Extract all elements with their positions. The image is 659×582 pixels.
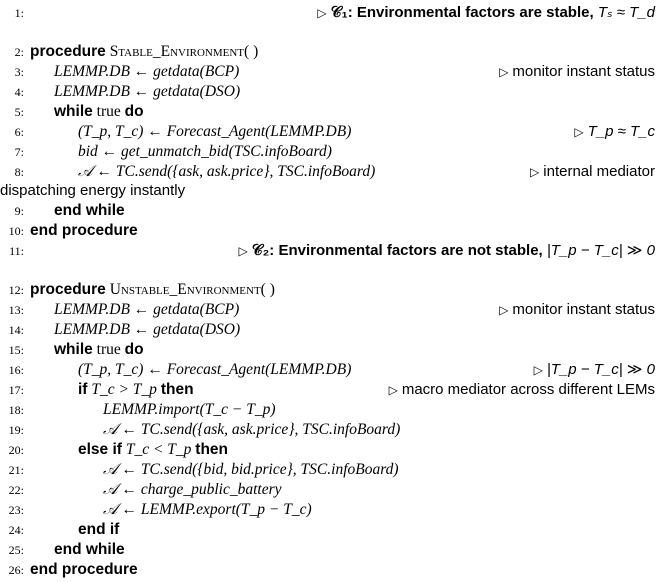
line-code: end procedure [30, 561, 138, 578]
line-number: 13: [8, 303, 24, 317]
line-number: 26: [8, 563, 24, 577]
comment-triangle-icon: ▷ [388, 383, 398, 397]
algorithm-line [0, 540, 659, 560]
line-code: 𝒜 ← TC.send({ask, ask.price}, TSC.infoBoard) [103, 421, 401, 438]
line-code: while true do [54, 103, 144, 120]
algorithm-line [0, 280, 659, 300]
algorithm-line [0, 3, 659, 23]
line-comment: ▷ internal mediator [530, 163, 655, 180]
algorithm-line [0, 560, 659, 580]
line-code: 𝒜 ← LEMMP.export(T_p − T_c) [103, 501, 312, 518]
line-number: 23: [8, 503, 24, 517]
algorithm-line [0, 42, 659, 62]
algorithm-line [0, 142, 659, 162]
algorithm-line [0, 460, 659, 480]
line-number: 7: [14, 145, 24, 159]
algorithm-line [0, 360, 659, 380]
line-comment: ▷ monitor instant status [499, 63, 655, 80]
line-number: 18: [8, 403, 24, 417]
line-code: end if [78, 521, 120, 538]
line-comment: ▷ macro mediator across different LEMs [388, 381, 655, 398]
line-number: 2: [14, 45, 24, 59]
comment-triangle-icon: ▷ [533, 363, 543, 377]
line-code: LEMMP.import(T_c − T_p) [103, 401, 276, 418]
line-number: 11: [9, 244, 24, 258]
algorithm-line [0, 440, 659, 460]
line-number: 24: [8, 523, 24, 537]
comment-triangle-icon: ▷ [317, 6, 327, 20]
algorithm-line [0, 102, 659, 122]
algorithm-line [0, 320, 659, 340]
line-comment: ▷ monitor instant status [499, 301, 655, 318]
algorithm-line [0, 400, 659, 420]
line-number: 1: [14, 6, 24, 20]
line-number: 8: [14, 165, 24, 179]
algorithm-line [0, 62, 659, 82]
line-code: 𝒜 ← TC.send({ask, ask.price}, TSC.infoBoard) [78, 163, 376, 180]
comment-triangle-icon: ▷ [530, 165, 540, 179]
line-number: 16: [8, 363, 24, 377]
comment-triangle-icon: ▷ [574, 125, 584, 139]
line-code: else if T_c < T_p then [78, 441, 229, 458]
algorithm-line [0, 480, 659, 500]
line-number: 19: [8, 423, 24, 437]
line-code: procedure Stable_Environment( ) [30, 43, 259, 60]
line-code: 𝒜 ← TC.send({bid, bid.price}, TSC.infoBoard) [103, 461, 399, 478]
algorithm-line [0, 520, 659, 540]
line-number: 22: [8, 483, 24, 497]
line-number: 4: [14, 85, 24, 99]
line-number: 3: [14, 65, 24, 79]
line-code: 𝒜 ← charge_public_battery [103, 481, 282, 498]
line-number: 9: [14, 204, 24, 218]
line-code: end procedure [30, 222, 138, 239]
line-code: while true do [54, 341, 144, 358]
line-number: 6: [14, 125, 24, 139]
line-code: bid ← get_unmatch_bid(TSC.infoBoard) [78, 143, 332, 160]
line-code: LEMMP.DB ← getdata(DSO) [54, 83, 241, 100]
algorithm-line-continuation [0, 181, 659, 201]
algorithm-line [0, 162, 659, 182]
line-comment: ▷ 𝒞₁: Environmental factors are stable, Tₛ ≈ T_d [317, 4, 655, 21]
line-code: end while [54, 541, 125, 558]
line-code: if T_c > T_p then [78, 381, 194, 398]
algorithm-line [0, 241, 659, 261]
algorithm-line [0, 82, 659, 102]
line-code: (T_p, T_c) ← Forecast_Agent(LEMMP.DB) [78, 361, 352, 378]
line-number: 12: [8, 283, 24, 297]
line-number: 14: [8, 323, 24, 337]
algorithm-line [0, 340, 659, 360]
line-code: LEMMP.DB ← getdata(BCP) [54, 301, 240, 318]
line-code: (T_p, T_c) ← Forecast_Agent(LEMMP.DB) [78, 123, 352, 140]
line-code: procedure Unstable_Environment( ) [30, 281, 275, 298]
line-comment: ▷ 𝒞₂: Environmental factors are not stable, |T_p − T_c| ≫ 0 [238, 242, 655, 259]
algorithm-line [0, 300, 659, 320]
algorithm-line [0, 122, 659, 142]
comment-triangle-icon: ▷ [499, 65, 509, 79]
algorithm-line [0, 500, 659, 520]
algorithm-line [0, 201, 659, 221]
line-code: LEMMP.DB ← getdata(BCP) [54, 63, 240, 80]
line-comment: ▷ |T_p − T_c| ≫ 0 [533, 361, 655, 378]
comment-triangle-icon: ▷ [499, 303, 509, 317]
line-number: 5: [14, 105, 24, 119]
algorithm-line [0, 380, 659, 400]
line-number: 21: [8, 463, 24, 477]
comment-triangle-icon: ▷ [238, 244, 248, 258]
comment-continuation: dispatching energy instantly [0, 182, 186, 199]
line-number: 20: [8, 443, 24, 457]
line-number: 10: [8, 224, 24, 238]
line-number: 25: [8, 543, 24, 557]
line-comment: ▷ T_p ≈ T_c [574, 123, 655, 140]
algorithm-line [0, 420, 659, 440]
line-number: 17: [8, 383, 24, 397]
line-code: end while [54, 202, 125, 219]
algorithm-line [0, 221, 659, 241]
line-code: LEMMP.DB ← getdata(DSO) [54, 321, 241, 338]
line-number: 15: [8, 343, 24, 357]
